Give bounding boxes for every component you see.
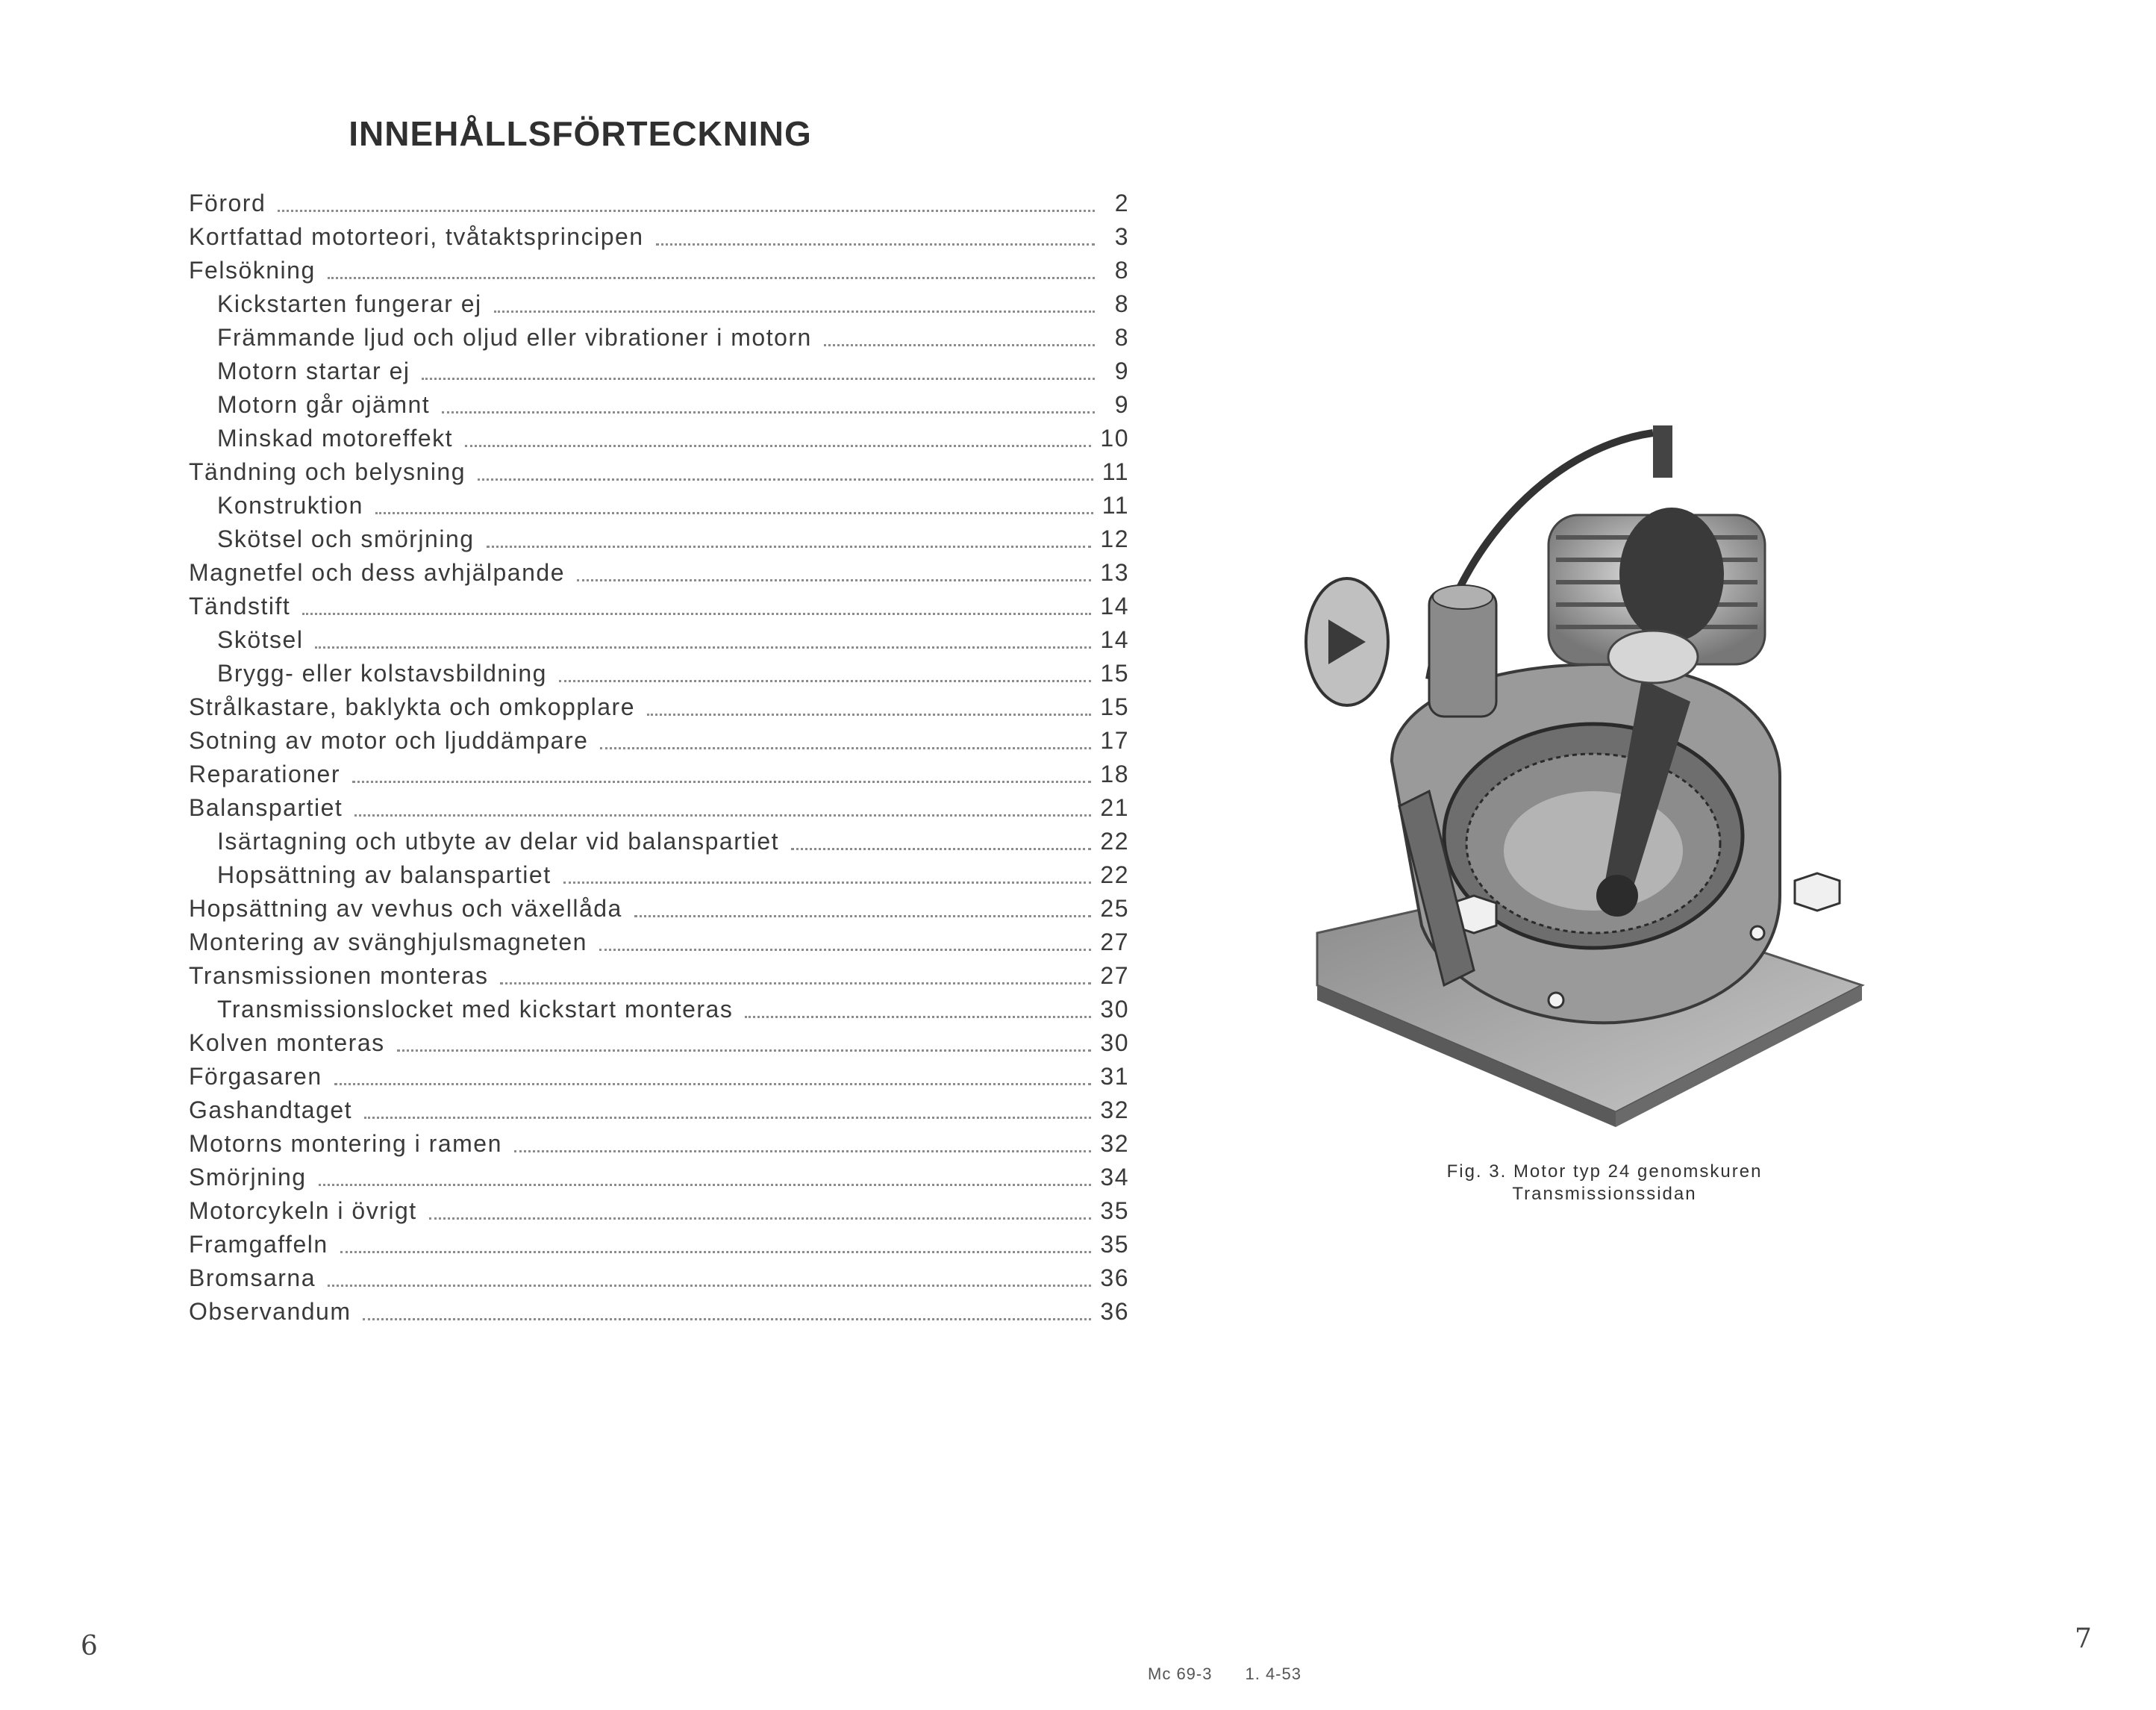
toc-entry-page: 12 [1100, 525, 1129, 552]
toc-entry-page: 18 [1100, 761, 1129, 787]
toc-entry-label: Transmissionen monteras [189, 962, 489, 989]
toc-dot-leader [824, 344, 1095, 346]
toc-entry [189, 690, 1129, 724]
toc-entry-page: 34 [1100, 1164, 1129, 1191]
toc-entry-label: Hopsättning av vevhus och växellåda [189, 895, 622, 922]
toc-dot-leader [791, 848, 1091, 850]
toc-entry [189, 892, 1129, 926]
toc-entry [189, 455, 1129, 489]
toc-entry-label: Strålkastare, baklykta och omkopplare [189, 693, 635, 720]
toc-entry [189, 825, 1129, 858]
print-code [1148, 1664, 1334, 1684]
toc-entry [189, 993, 1129, 1026]
toc-dot-leader [500, 982, 1091, 985]
toc-dot-leader [563, 881, 1092, 884]
toc-entry [189, 422, 1129, 455]
toc-dot-leader [600, 747, 1091, 749]
page-number-right: 7 [2075, 1623, 2092, 1654]
table-of-contents [189, 187, 1129, 1329]
toc-entry-page: 25 [1100, 895, 1129, 922]
toc-entry-page: 15 [1100, 660, 1129, 687]
toc-dot-leader [422, 378, 1095, 380]
toc-entry [189, 388, 1129, 422]
toc-entry-page: 8 [1114, 257, 1129, 284]
toc-entry-label: Observandum [189, 1298, 351, 1325]
toc-entry-label: Förgasaren [189, 1063, 322, 1090]
toc-entry [189, 1093, 1129, 1127]
toc-title: INNEHÅLLSFÖRTECKNING [349, 114, 812, 153]
toc-dot-leader [514, 1150, 1092, 1152]
toc-entry-label: Felsökning [189, 257, 316, 284]
toc-dot-leader [364, 1117, 1091, 1119]
toc-entry-label: Skötsel [217, 626, 304, 653]
page-number-left: 6 [81, 1631, 98, 1661]
toc-entry [189, 287, 1129, 321]
toc-entry-page: 27 [1100, 962, 1129, 989]
toc-dot-leader [302, 613, 1091, 615]
toc-entry-page: 30 [1100, 1029, 1129, 1056]
toc-dot-leader [647, 714, 1091, 716]
toc-dot-leader [745, 1016, 1091, 1018]
toc-entry [189, 1060, 1129, 1093]
toc-entry-page: 9 [1114, 358, 1129, 384]
toc-entry [189, 1228, 1129, 1261]
toc-entry-page: 30 [1100, 996, 1129, 1023]
toc-entry-page: 2 [1114, 190, 1129, 216]
toc-entry-label: Tändstift [189, 593, 291, 620]
toc-entry-page: 14 [1100, 593, 1129, 620]
figure-caption-line2: Transmissionssidan [1512, 1184, 1697, 1204]
toc-entry [189, 959, 1129, 993]
toc-entry-page: 35 [1100, 1197, 1129, 1224]
toc-entry [189, 355, 1129, 388]
toc-entry-label: Smörjning [189, 1164, 307, 1191]
toc-entry-page: 36 [1100, 1298, 1129, 1325]
toc-dot-leader [334, 1083, 1092, 1085]
print-code-number: Mc 69-3 [1148, 1664, 1213, 1683]
toc-dot-leader [634, 915, 1092, 917]
toc-entry-label: Reparationer [189, 761, 340, 787]
toc-dot-leader [354, 814, 1091, 817]
toc-dot-leader [559, 680, 1092, 682]
toc-entry-page: 36 [1100, 1264, 1129, 1291]
toc-dot-leader [397, 1049, 1092, 1052]
toc-entry-label: Gashandtaget [189, 1096, 353, 1123]
toc-entry [189, 321, 1129, 355]
toc-entry-page: 32 [1100, 1096, 1129, 1123]
toc-dot-leader [465, 445, 1091, 447]
toc-entry-label: Bromsarna [189, 1264, 316, 1291]
toc-dot-leader [577, 579, 1091, 581]
toc-entry-label: Motorns montering i ramen [189, 1130, 502, 1157]
toc-entry-label: Brygg- eller kolstavsbildning [217, 660, 547, 687]
toc-entry-label: Isärtagning och utbyte av delar vid balanspartiet [217, 828, 780, 855]
toc-entry-label: Skötsel och smörjning [217, 525, 475, 552]
toc-dot-leader [487, 546, 1092, 548]
toc-entry-label: Konstruktion [217, 492, 363, 519]
toc-entry [189, 858, 1129, 892]
toc-entry-label: Tändning och belysning [189, 458, 466, 485]
toc-entry-label: Magnetfel och dess avhjälpande [189, 559, 565, 586]
toc-entry-page: 10 [1100, 425, 1129, 452]
toc-entry [189, 1161, 1129, 1194]
toc-entry-label: Framgaffeln [189, 1231, 328, 1258]
toc-entry-label: Sotning av motor och ljuddämpare [189, 727, 589, 754]
toc-entry-label: Förord [189, 190, 266, 216]
toc-entry-label: Montering av svänghjulsmagneten [189, 929, 587, 955]
toc-entry [189, 522, 1129, 556]
toc-entry-page: 32 [1100, 1130, 1129, 1157]
toc-dot-leader [363, 1318, 1091, 1320]
toc-dot-leader [656, 243, 1095, 246]
toc-entry [189, 623, 1129, 657]
toc-entry [189, 1295, 1129, 1329]
toc-dot-leader [315, 646, 1091, 649]
engine-photo [1302, 418, 1877, 1135]
toc-entry-label: Främmande ljud och oljud eller vibrationer i motorn [217, 324, 812, 351]
toc-entry-label: Kickstarten fungerar ej [217, 290, 482, 317]
toc-dot-leader [429, 1217, 1092, 1220]
toc-dot-leader [375, 512, 1093, 514]
toc-entry [189, 657, 1129, 690]
toc-dot-leader [328, 1285, 1091, 1287]
toc-dot-leader [478, 478, 1093, 481]
toc-entry [189, 791, 1129, 825]
toc-dot-leader [278, 210, 1095, 212]
toc-entry-label: Motorn startar ej [217, 358, 410, 384]
toc-entry-page: 9 [1114, 391, 1129, 418]
toc-dot-leader [340, 1251, 1092, 1253]
toc-entry [189, 1127, 1129, 1161]
toc-entry [189, 220, 1129, 254]
toc-entry-label: Minskad motoreffekt [217, 425, 454, 452]
toc-entry-label: Hopsättning av balanspartiet [217, 861, 552, 888]
toc-entry-label: Transmissionslocket med kickstart monteras [217, 996, 734, 1023]
toc-entry-page: 11 [1102, 458, 1129, 485]
toc-entry [189, 590, 1129, 623]
toc-dot-leader [599, 949, 1092, 951]
toc-entry-label: Balanspartiet [189, 794, 343, 821]
toc-entry-label: Motorn går ojämnt [217, 391, 431, 418]
toc-entry-page: 13 [1100, 559, 1129, 586]
toc-entry [189, 254, 1129, 287]
toc-entry-label: Kortfattad motorteori, tvåtaktsprincipen [189, 223, 644, 250]
toc-entry-page: 17 [1100, 727, 1129, 754]
engine-cutaway-illustration [1302, 418, 1877, 1135]
toc-dot-leader [328, 277, 1095, 279]
toc-entry-page: 11 [1102, 492, 1129, 519]
figure-caption-line1: Fig. 3. Motor typ 24 genomskuren [1446, 1161, 1763, 1182]
toc-entry-page: 8 [1114, 324, 1129, 351]
toc-entry [189, 1026, 1129, 1060]
toc-entry [189, 556, 1129, 590]
toc-entry-page: 31 [1100, 1063, 1129, 1090]
toc-entry-page: 21 [1100, 794, 1129, 821]
figure-caption [1381, 1161, 1828, 1205]
toc-entry-page: 35 [1100, 1231, 1129, 1258]
toc-dot-leader [352, 781, 1091, 783]
toc-entry-page: 22 [1100, 828, 1129, 855]
toc-dot-leader [442, 411, 1095, 414]
toc-entry [189, 758, 1129, 791]
toc-entry-page: 14 [1100, 626, 1129, 653]
toc-entry-page: 15 [1100, 693, 1129, 720]
toc-entry [189, 1194, 1129, 1228]
toc-entry [189, 926, 1129, 959]
toc-entry [189, 489, 1129, 522]
toc-entry [189, 724, 1129, 758]
toc-dot-leader [494, 311, 1095, 313]
toc-entry-page: 27 [1100, 929, 1129, 955]
toc-entry [189, 1261, 1129, 1295]
print-code-date: 1. 4-53 [1245, 1664, 1302, 1683]
toc-entry-label: Motorcykeln i övrigt [189, 1197, 417, 1224]
toc-entry-page: 22 [1100, 861, 1129, 888]
toc-entry-page: 8 [1114, 290, 1129, 317]
toc-entry-label: Kolven monteras [189, 1029, 385, 1056]
toc-entry [189, 187, 1129, 220]
toc-entry-page: 3 [1114, 223, 1129, 250]
toc-dot-leader [319, 1184, 1092, 1186]
